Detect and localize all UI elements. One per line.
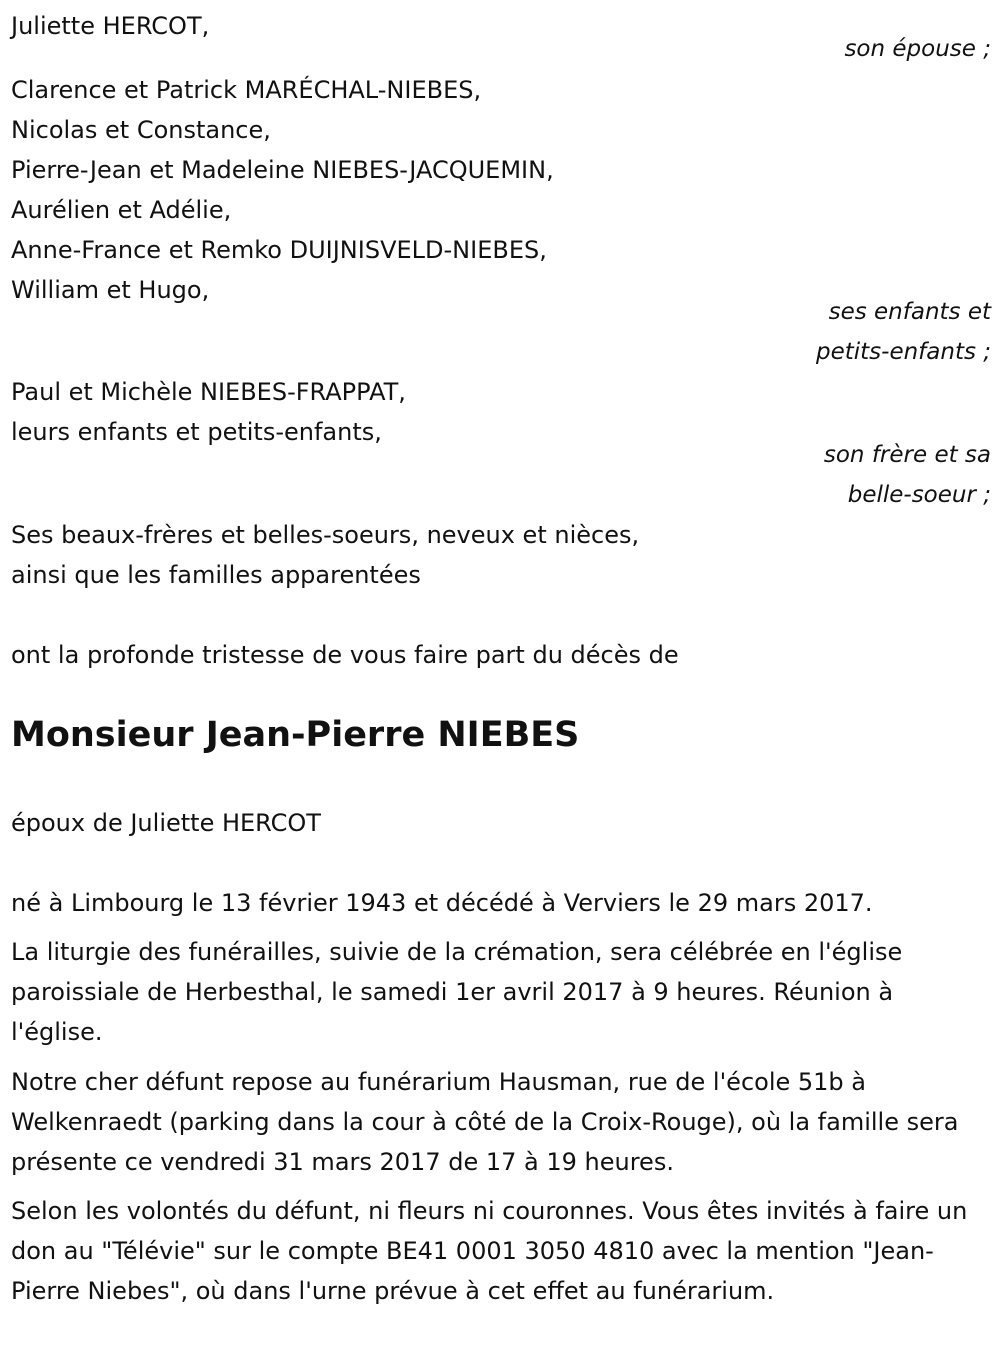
child-line: Nicolas et Constance,	[11, 116, 271, 144]
brother-role-line1: son frère et sa	[823, 442, 991, 468]
children-role-line2: petits-enfants ;	[815, 339, 991, 365]
child-line: Pierre-Jean et Madeleine NIEBES-JACQUEMIN,	[11, 156, 554, 184]
brother-role-line2: belle-soeur ;	[847, 482, 991, 508]
spouse-line: époux de Juliette HERCOT	[11, 809, 321, 837]
extended-family-line: ainsi que les familles apparentées	[11, 561, 421, 589]
child-line: Aurélien et Adélie,	[11, 196, 232, 224]
extended-family-line: Ses beaux-frères et belles-soeurs, neveux et nièces,	[11, 521, 640, 549]
funerarium-paragraph: Notre cher défunt repose au funérarium Hausman, rue de l'école 51b à Welkenraedt (parking dans la cour à côté de la Croix-Rouge), où la famille sera présente ce vendredi 31 mars 2017 de 17 à 19 heures.	[11, 1068, 959, 1176]
donation-paragraph: Selon les volontés du défunt, ni fleurs ni couronnes. Vous êtes invités à faire un don au "Télévie" sur le compte BE41 0001 3050 4810 avec la mention "Jean-Pierre Niebes", où dans l'urne prévue à cet effet au funérarium.	[11, 1197, 968, 1305]
child-line: Clarence et Patrick MARÉCHAL-NIEBES,	[11, 76, 482, 104]
deceased-name: Monsieur Jean-Pierre NIEBES	[11, 715, 580, 755]
children-role-line1: ses enfants et	[828, 299, 991, 325]
child-line: William et Hugo,	[11, 276, 210, 304]
birth-death-paragraph: né à Limbourg le 13 février 1943 et décédé à Verviers le 29 mars 2017.	[11, 889, 873, 917]
child-line: Anne-France et Remko DUIJNISVELD-NIEBES,	[11, 236, 547, 264]
brother-line: Paul et Michèle NIEBES-FRAPPAT,	[11, 378, 406, 406]
funeral-paragraph: La liturgie des funérailles, suivie de la crémation, sera célébrée en l'église paroissiale de Herbesthal, le samedi 1er avril 2017 à 9 heures. Réunion à l'église.	[11, 938, 903, 1046]
brother-line: leurs enfants et petits-enfants,	[11, 418, 382, 446]
wife-role: son épouse ;	[844, 36, 991, 62]
announcement-text: ont la profonde tristesse de vous faire part du décès de	[11, 641, 679, 669]
wife-name: Juliette HERCOT,	[11, 12, 210, 40]
